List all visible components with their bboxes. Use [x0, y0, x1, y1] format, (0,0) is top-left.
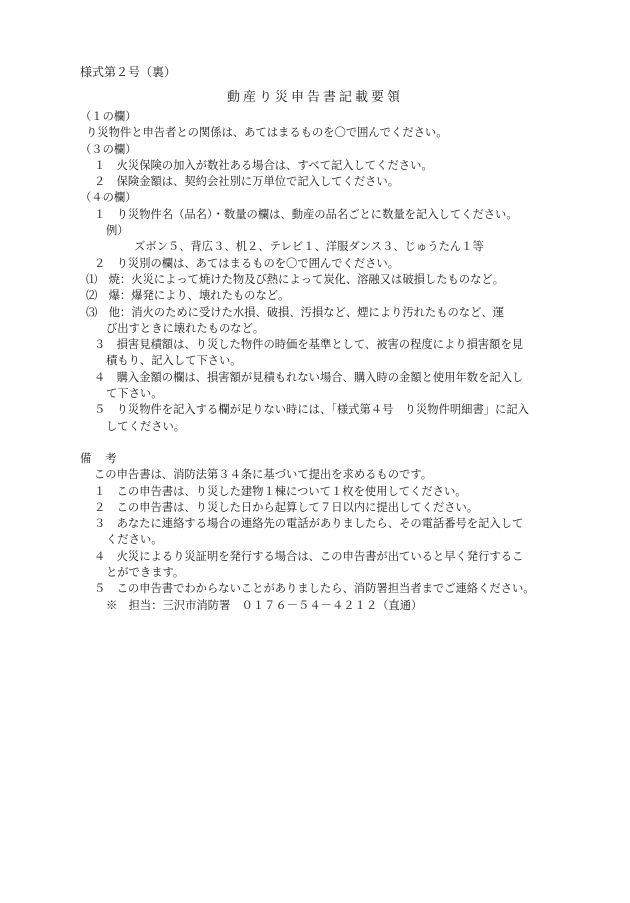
- remarks-heading: 備考: [80, 451, 131, 465]
- remarks-item-1: １ この申告書は、り災した建物１棟について１枚を使用してください。: [94, 484, 467, 498]
- contact-info: ※ 担当：三沢市消防署 ０１７６－５４－４２１２（直通）: [106, 598, 423, 612]
- section-4-item-3: ３ 損害見積額は、り災した物件の時価を基準として、被害の程度により損害額を見: [94, 338, 524, 352]
- section-4-item-4-cont: て下さい。: [106, 387, 163, 401]
- section-3-item-2: ２ 保険金額は、契約会社別に万単位で記入してください。: [94, 175, 400, 189]
- section-4-item-3-cont: 積もり、記入して下さい。: [106, 354, 242, 368]
- section-spacer: [80, 435, 560, 451]
- section-1-text: り災物件と申告者との関係は、あてはまるものを〇で囲んでください。: [86, 126, 448, 140]
- remarks-item-5: ５ この申告書でわからないことがありましたら、消防署担当者までご連絡ください。: [94, 582, 535, 596]
- remarks-intro: この申告書は、消防法第３４条に基づいて提出を求めるものです。: [94, 468, 433, 482]
- section-4-item-2-sub-3: ⑶ 他：消火のために受けた水損、破損、汚損など、煙により汚れたものなど、運: [86, 305, 504, 319]
- example-text: ズボン５、背広３、机２、テレビ１、洋服ダンス３、じゅうたん１等: [134, 240, 484, 254]
- section-1-heading: （１の欄）: [80, 110, 137, 123]
- document-title: 動産り災申告書記載要領: [226, 90, 403, 105]
- section-4-item-1: １ り災物件名（品名）・数量の欄は、動産の品名ごとに数量を記入してください。: [94, 207, 518, 221]
- section-4-item-2-sub-3-cont: び出すときに壊れたものなど。: [106, 321, 265, 335]
- remarks-item-4: ４ 火災によるり災証明を発行する場合は、この申告書が出ていると早く発行するこ: [94, 549, 524, 563]
- remarks-item-2: ２ この申告書は、り災した日から起算して７日以内に提出してください。: [94, 500, 479, 514]
- section-4-item-5: ５ り災物件を記入する欄が足りない時には、「様式第４号 り災物件明細書」に記入: [94, 403, 529, 417]
- section-4-item-5-cont: してください。: [106, 419, 186, 433]
- section-3-heading: （３の欄）: [80, 142, 137, 156]
- example-label: 例）: [106, 224, 129, 238]
- remarks-item-4-cont: とができます。: [106, 566, 185, 580]
- section-4-item-4: ４ 購入金額の欄は、損害額が見積もれない場合、購入時の金額と使用年数を記入し: [94, 370, 524, 384]
- section-4-item-2-sub-2: ⑵ 爆：爆発により、壊れたものなど。: [86, 289, 290, 303]
- section-4-item-2: ２ り災別の欄は、あてはまるものを〇で囲んでください。: [94, 256, 400, 270]
- section-4-heading: （４の欄）: [80, 191, 137, 205]
- section-3-item-1: １ 火災保険の加入が数社ある場合は、すべて記入してください。: [94, 158, 433, 172]
- document-body: [80, 109, 560, 614]
- remarks-item-3-cont: ください。: [106, 533, 163, 547]
- section-4-item-2-sub-1: ⑴ 焼：火災によって焼けた物及び熱によって炭化、溶融又は破損したものなど。: [86, 272, 504, 286]
- remarks-item-3: ３ あなたに連絡する場合の連絡先の電話がありましたら、その電話番号を記入して: [94, 517, 524, 531]
- form-number: 様式第２号（裏）: [80, 65, 177, 79]
